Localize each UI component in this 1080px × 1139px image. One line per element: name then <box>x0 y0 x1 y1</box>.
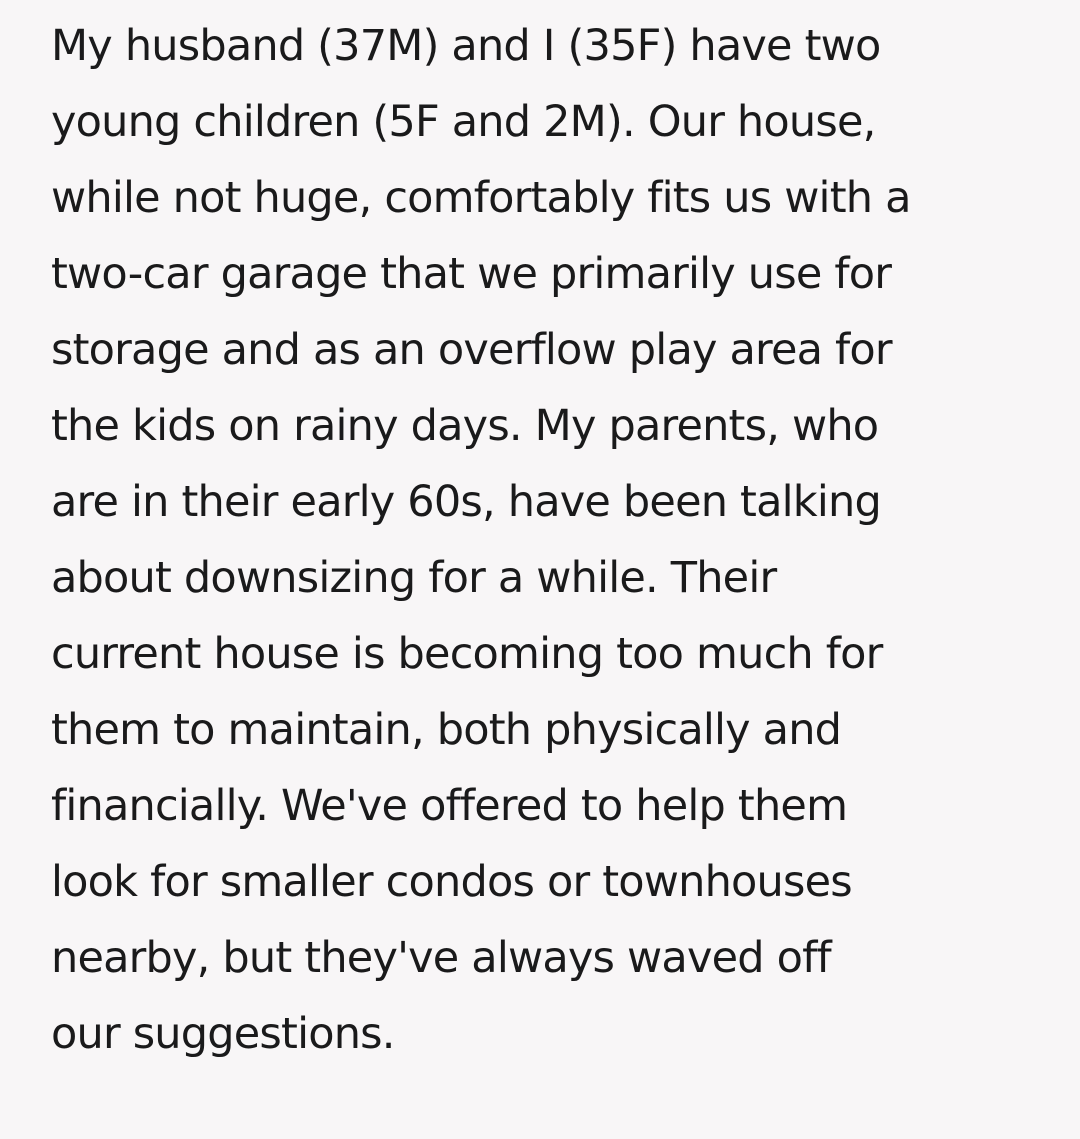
post-body-text <box>51 8 1061 1072</box>
text-line: look for smaller condos or townhouses <box>51 857 852 907</box>
text-line: current house is becoming too much for <box>51 629 883 679</box>
text-line: two-car garage that we primarily use for <box>51 249 892 299</box>
text-line: nearby, but they've always waved off <box>51 933 831 983</box>
text-line: young children (5F and 2M). Our house, <box>51 97 876 147</box>
text-line: financially. We've offered to help them <box>51 781 848 831</box>
text-line: them to maintain, both physically and <box>51 705 842 755</box>
text-line: our suggestions. <box>51 1009 395 1059</box>
text-line: are in their early 60s, have been talking <box>51 477 881 527</box>
text-line: the kids on rainy days. My parents, who <box>51 401 879 451</box>
text-line: My husband (37M) and I (35F) have two <box>51 21 881 71</box>
text-line: about downsizing for a while. Their <box>51 553 777 603</box>
text-line: storage and as an overflow play area for <box>51 325 892 375</box>
text-line: while not huge, comfortably fits us with a <box>51 173 911 223</box>
